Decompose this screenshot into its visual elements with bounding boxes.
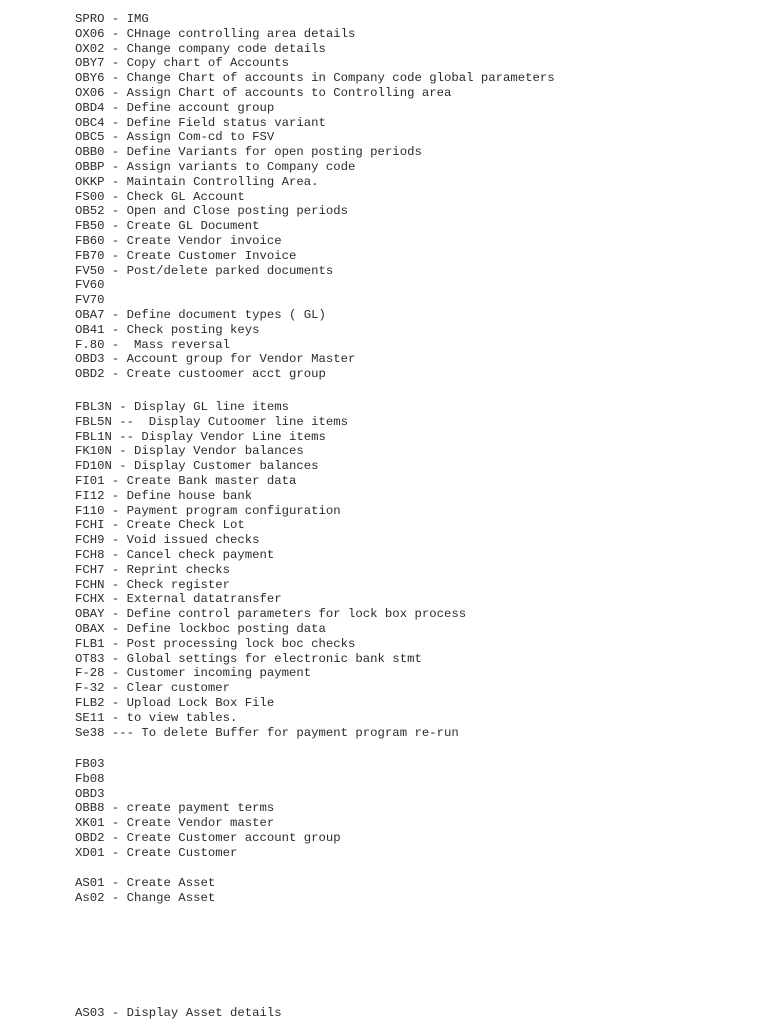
text-line: Se38 --- To delete Buffer for payment program re-run <box>75 725 459 740</box>
text-line: FBL5N -- Display Cutoomer line items <box>75 414 349 429</box>
text-line: F-28 - Customer incoming payment <box>75 666 312 681</box>
text-line: FCH7 - Reprint checks <box>75 562 230 577</box>
text-line: AS01 - Create Asset <box>75 876 216 890</box>
text-line: FB70 - Create Customer Invoice <box>75 248 297 263</box>
text-line: FV70 <box>75 293 105 308</box>
text-line: FV60 <box>75 278 105 293</box>
text-line: Fb08 <box>75 771 105 786</box>
text-line: F110 - Payment program configuration <box>75 503 341 518</box>
text-line: OBD3 <box>75 786 105 801</box>
text-line: FB50 - Create GL Document <box>75 219 260 234</box>
text-line: FB03 <box>75 757 105 771</box>
text-line: OBD2 - Create Customer account group <box>75 830 341 845</box>
text-line: OB52 - Open and Close posting periods <box>75 204 349 219</box>
text-line: OBBP - Assign variants to Company code <box>75 159 356 174</box>
section-asset-codes <box>75 876 215 906</box>
text-line: F.80 - Mass reversal <box>75 337 230 352</box>
text-line: FCHX - External datatransfer <box>75 592 282 607</box>
text-line: FCHI - Create Check Lot <box>75 518 245 533</box>
text-line: FCHN - Check register <box>75 577 230 592</box>
text-line: OBB0 - Define Variants for open posting periods <box>75 145 422 160</box>
section-asset-display <box>75 1006 282 1021</box>
text-line: OBAY - Define control parameters for lock box process <box>75 607 467 622</box>
text-line: OBC4 - Define Field status variant <box>75 115 326 130</box>
text-line: OBC5 - Assign Com-cd to FSV <box>75 130 275 145</box>
text-line: FV50 - Post/delete parked documents <box>75 263 334 278</box>
text-line: FCH9 - Void issued checks <box>75 533 260 548</box>
section-master-data-codes <box>75 757 341 861</box>
text-line: SE11 - to view tables. <box>75 710 238 725</box>
text-line: As02 - Change Asset <box>75 890 216 905</box>
text-line: OB41 - Check posting keys <box>75 322 260 337</box>
text-line: FI12 - Define house bank <box>75 488 253 503</box>
text-line: OBD2 - Create custoomer acct group <box>75 367 326 382</box>
text-line: SPRO - IMG <box>75 12 149 26</box>
text-line: OX02 - Change company code details <box>75 41 326 56</box>
text-line: XD01 - Create Customer <box>75 845 238 860</box>
text-line: OBY7 - Copy chart of Accounts <box>75 56 290 71</box>
section-configuration-codes <box>75 12 555 382</box>
text-line: OBA7 - Define document types ( GL) <box>75 307 326 322</box>
text-line: F-32 - Clear customer <box>75 681 230 696</box>
text-line: OBY6 - Change Chart of accounts in Company code global parameters <box>75 71 555 86</box>
text-line: FLB2 - Upload Lock Box File <box>75 695 275 710</box>
text-line: OBAX - Define lockboc posting data <box>75 621 326 636</box>
text-line: FK10N - Display Vendor balances <box>75 444 304 459</box>
text-line: OX06 - Assign Chart of accounts to Controlling area <box>75 85 452 100</box>
text-line: OBD4 - Define account group <box>75 100 275 115</box>
text-line: OT83 - Global settings for electronic bank stmt <box>75 651 422 666</box>
text-line: FBL3N - Display GL line items <box>75 400 290 414</box>
text-line: FLB1 - Post processing lock boc checks <box>75 636 356 651</box>
text-line: FS00 - Check GL Account <box>75 189 245 204</box>
text-line: OKKP - Maintain Controlling Area. <box>75 174 319 189</box>
text-line: OBB8 - create payment terms <box>75 801 275 816</box>
text-line: OBD3 - Account group for Vendor Master <box>75 352 356 367</box>
section-display-and-bank-codes <box>75 400 466 740</box>
text-line: FD10N - Display Customer balances <box>75 459 319 474</box>
text-line: OX06 - CHnage controlling area details <box>75 26 356 41</box>
text-line: FB60 - Create Vendor invoice <box>75 233 282 248</box>
text-line: FI01 - Create Bank master data <box>75 473 297 488</box>
text-line: FCH8 - Cancel check payment <box>75 547 275 562</box>
text-line: XK01 - Create Vendor master <box>75 816 275 831</box>
text-line: FBL1N -- Display Vendor Line items <box>75 429 326 444</box>
text-line: AS03 - Display Asset details <box>75 1006 282 1020</box>
